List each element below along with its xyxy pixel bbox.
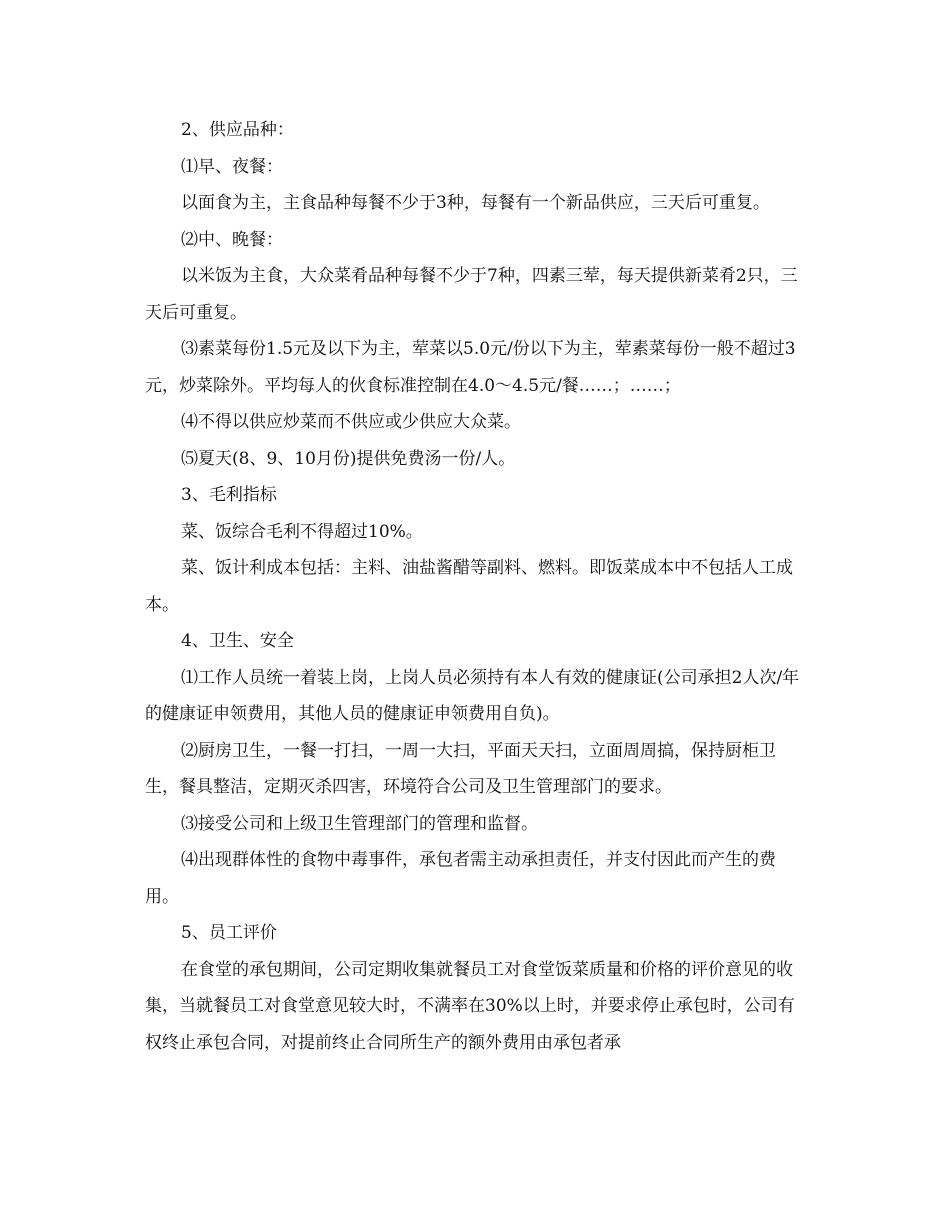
paragraph: ⑵厨房卫生，一餐一打扫，一周一大扫，平面天天扫，立面周周搞，保持厨柜卫生，餐具整洁，定期灭杀四害，环境符合公司及卫生管理部门的要求。 xyxy=(145,740,776,797)
paragraph: 4、卫生、安全 xyxy=(181,631,294,651)
paragraph: ⑴工作人员统一着装上岗，上岗人员必须持有本人有效的健康证(公司承担2人次/年的健康证申领费用，其他人员的健康证申领费用自负)。 xyxy=(145,667,800,724)
paragraph: ⑷不得以供应炒菜而不供应或少供应大众菜。 xyxy=(181,412,521,432)
paragraph: 以面食为主，主食品种每餐不少于3种，每餐有一个新品供应，三天后可重复。 xyxy=(181,193,770,213)
paragraph: 在食堂的承包期间，公司定期收集就餐员工对食堂饭菜质量和价格的评价意见的收集，当就餐员工对食堂意见较大时，不满率在30%以上时，并要求停止承包时，公司有权终止承包合同，对提前终止合同所生产的额外费用由承包者承 xyxy=(145,959,795,1053)
paragraph: ⑶素菜每份1.5元及以下为主，荤菜以5.0元/份以下为主，荤素菜每份一般不超过3元，炒菜除外。平均每人的伙食标准控制在4.0～4.5元/餐……；……； xyxy=(145,339,796,396)
paragraph: ⑴早、夜餐： xyxy=(181,156,283,177)
paragraph: 2、供应品种： xyxy=(181,120,294,140)
paragraph: 5、员工评价 xyxy=(181,923,277,943)
paragraph: 菜、饭计利成本包括：主料、油盐酱醋等副料、燃料。即饭菜成本中不包括人工成本。 xyxy=(145,558,793,615)
paragraph: 菜、饭综合毛利不得超过10%。 xyxy=(181,521,423,542)
paragraph: ⑷出现群体性的食物中毒事件，承包者需主动承担责任，并支付因此而产生的费用。 xyxy=(145,850,776,907)
paragraph: 3、毛利指标 xyxy=(181,485,277,505)
paragraph: 以米饭为主食，大众菜肴品种每餐不少于7种，四素三荤，每天提供新菜肴2只，三天后可重复。 xyxy=(145,266,798,323)
paragraph: ⑵中、晚餐： xyxy=(181,229,283,250)
document-body xyxy=(145,112,807,1061)
paragraph: ⑸夏天(8、9、10月份)提供免费汤一份/人。 xyxy=(181,448,516,469)
paragraph: ⑶接受公司和上级卫生管理部门的管理和监督。 xyxy=(181,813,538,834)
